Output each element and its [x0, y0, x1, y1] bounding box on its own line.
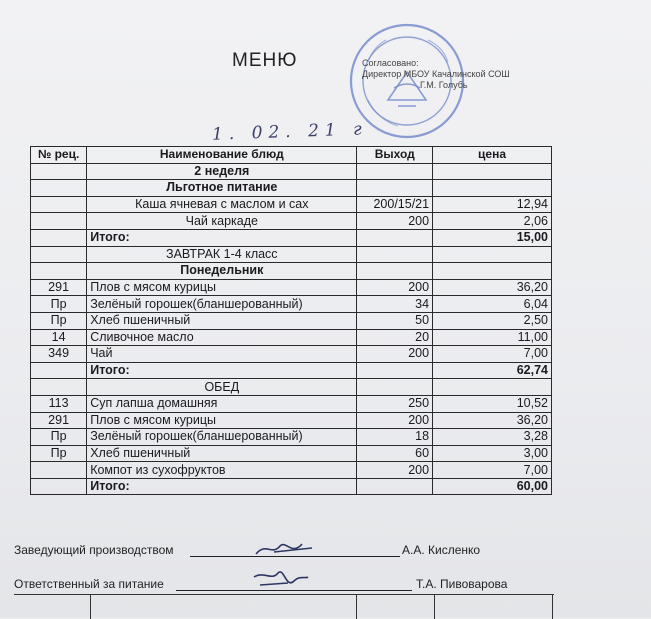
dish-name-cell: Каша ячневая с маслом и сах — [87, 196, 357, 213]
recipe-number-cell — [31, 213, 87, 230]
price-cell: 6,04 — [433, 296, 552, 313]
output-cell: 200 — [357, 213, 433, 230]
table-row — [31, 296, 552, 313]
approval-line-1: Согласовано: — [362, 58, 419, 68]
responsible-handwritten-signature — [248, 567, 312, 591]
recipe-number-cell: Пр — [31, 312, 87, 329]
output-cell: 200 — [357, 462, 433, 479]
recipe-number-cell — [31, 246, 87, 263]
price-cell: 62,74 — [433, 362, 552, 379]
recipe-number-cell — [31, 379, 87, 396]
output-cell — [357, 229, 433, 246]
document-title: МЕНЮ — [232, 50, 298, 71]
bottom-empty-grid — [14, 594, 554, 619]
output-cell — [357, 180, 433, 197]
table-row — [31, 213, 552, 230]
table-header-row — [31, 147, 552, 164]
dish-name-cell: Зелёный горошек(бланшерованный) — [87, 429, 357, 446]
dish-name-cell: Плов с мясом курицы — [87, 412, 357, 429]
price-cell — [433, 180, 552, 197]
responsible-role: Ответственный за питание — [14, 577, 164, 591]
dish-name-cell: Чай каркаде — [87, 213, 357, 230]
table-row — [31, 246, 552, 263]
recipe-number-cell: 113 — [31, 395, 87, 412]
table-row — [31, 412, 552, 429]
price-cell — [433, 163, 552, 180]
recipe-number-cell — [31, 229, 87, 246]
table-row — [31, 395, 552, 412]
output-cell — [357, 263, 433, 280]
price-cell — [433, 379, 552, 396]
price-cell: 2,06 — [433, 213, 552, 230]
table-row — [31, 279, 552, 296]
recipe-number-cell: Пр — [31, 429, 87, 446]
recipe-number-cell: Пр — [31, 445, 87, 462]
output-cell: 250 — [357, 395, 433, 412]
table-row — [31, 263, 552, 280]
output-cell: 200 — [357, 412, 433, 429]
price-cell: 15,00 — [433, 229, 552, 246]
col-header-price: цена — [433, 147, 552, 164]
dish-name-cell: 2 неделя — [87, 163, 357, 180]
recipe-number-cell — [31, 478, 87, 495]
approval-line-2: Директор МБОУ Качалинской СОШ — [362, 69, 510, 79]
recipe-number-cell — [31, 180, 87, 197]
dish-name-cell: Хлеб пшеничный — [87, 312, 357, 329]
manager-role: Заведующий производством — [14, 543, 174, 557]
dish-name-cell: Хлеб пшеничный — [87, 445, 357, 462]
responsible-name: Т.А. Пивоварова — [416, 577, 508, 591]
output-cell — [357, 163, 433, 180]
table-row — [31, 196, 552, 213]
table-row — [31, 462, 552, 479]
price-cell: 7,00 — [433, 462, 552, 479]
dish-name-cell: Чай — [87, 346, 357, 363]
price-cell: 3,28 — [433, 429, 552, 446]
recipe-number-cell — [31, 263, 87, 280]
output-cell: 50 — [357, 312, 433, 329]
output-cell — [357, 362, 433, 379]
dish-name-cell: Компот из сухофруктов — [87, 462, 357, 479]
col-header-recipe: № рец. — [31, 147, 87, 164]
recipe-number-cell — [31, 163, 87, 180]
dish-name-cell: Сливочное масло — [87, 329, 357, 346]
recipe-number-cell: 291 — [31, 412, 87, 429]
manager-signature-row — [14, 543, 174, 557]
output-cell: 200 — [357, 279, 433, 296]
dish-name-cell: Итого: — [87, 362, 357, 379]
dish-name-cell: ОБЕД — [87, 379, 357, 396]
table-row — [31, 362, 552, 379]
approval-line-3: Г.М. Голубь — [420, 80, 468, 90]
table-row — [31, 478, 552, 495]
dish-name-cell: Итого: — [87, 478, 357, 495]
dish-name-cell: ЗАВТРАК 1-4 класс — [87, 246, 357, 263]
recipe-number-cell — [31, 362, 87, 379]
recipe-number-cell: 349 — [31, 346, 87, 363]
output-cell: 20 — [357, 329, 433, 346]
recipe-number-cell — [31, 196, 87, 213]
table-row — [31, 163, 552, 180]
dish-name-cell: Итого: — [87, 229, 357, 246]
price-cell: 11,00 — [433, 329, 552, 346]
col-header-dish: Наименование блюд — [87, 147, 357, 164]
table-row — [31, 229, 552, 246]
table-row — [31, 379, 552, 396]
table-row — [31, 429, 552, 446]
price-cell: 36,20 — [433, 412, 552, 429]
price-cell: 12,94 — [433, 196, 552, 213]
responsible-signature-row — [14, 577, 164, 591]
price-cell: 3,00 — [433, 445, 552, 462]
dish-name-cell: Плов с мясом курицы — [87, 279, 357, 296]
manager-handwritten-signature — [252, 538, 322, 560]
menu-body — [31, 163, 552, 495]
table-row — [31, 346, 552, 363]
dish-name-cell: Зелёный горошек(бланшерованный) — [87, 296, 357, 313]
output-cell: 200 — [357, 346, 433, 363]
table-row — [31, 312, 552, 329]
output-cell — [357, 379, 433, 396]
price-cell — [433, 246, 552, 263]
output-cell: 200/15/21 — [357, 196, 433, 213]
price-cell: 7,00 — [433, 346, 552, 363]
output-cell: 34 — [357, 296, 433, 313]
table-row — [31, 329, 552, 346]
recipe-number-cell: 291 — [31, 279, 87, 296]
dish-name-cell: Суп лапша домашняя — [87, 395, 357, 412]
price-cell: 10,52 — [433, 395, 552, 412]
dish-name-cell: Понедельник — [87, 263, 357, 280]
recipe-number-cell: Пр — [31, 296, 87, 313]
price-cell: 2,50 — [433, 312, 552, 329]
menu-table — [30, 146, 552, 495]
col-header-output: Выход — [357, 147, 433, 164]
price-cell — [433, 263, 552, 280]
price-cell: 60,00 — [433, 478, 552, 495]
output-cell — [357, 478, 433, 495]
recipe-number-cell — [31, 462, 87, 479]
table-row — [31, 445, 552, 462]
manager-name: А.А. Кисленко — [402, 543, 481, 557]
price-cell: 36,20 — [433, 279, 552, 296]
handwritten-date: 1. 02. 21 г — [211, 119, 369, 145]
output-cell — [357, 246, 433, 263]
recipe-number-cell: 14 — [31, 329, 87, 346]
table-row — [31, 180, 552, 197]
approval-block — [362, 58, 562, 91]
output-cell: 18 — [357, 429, 433, 446]
dish-name-cell: Льготное питание — [87, 180, 357, 197]
output-cell: 60 — [357, 445, 433, 462]
